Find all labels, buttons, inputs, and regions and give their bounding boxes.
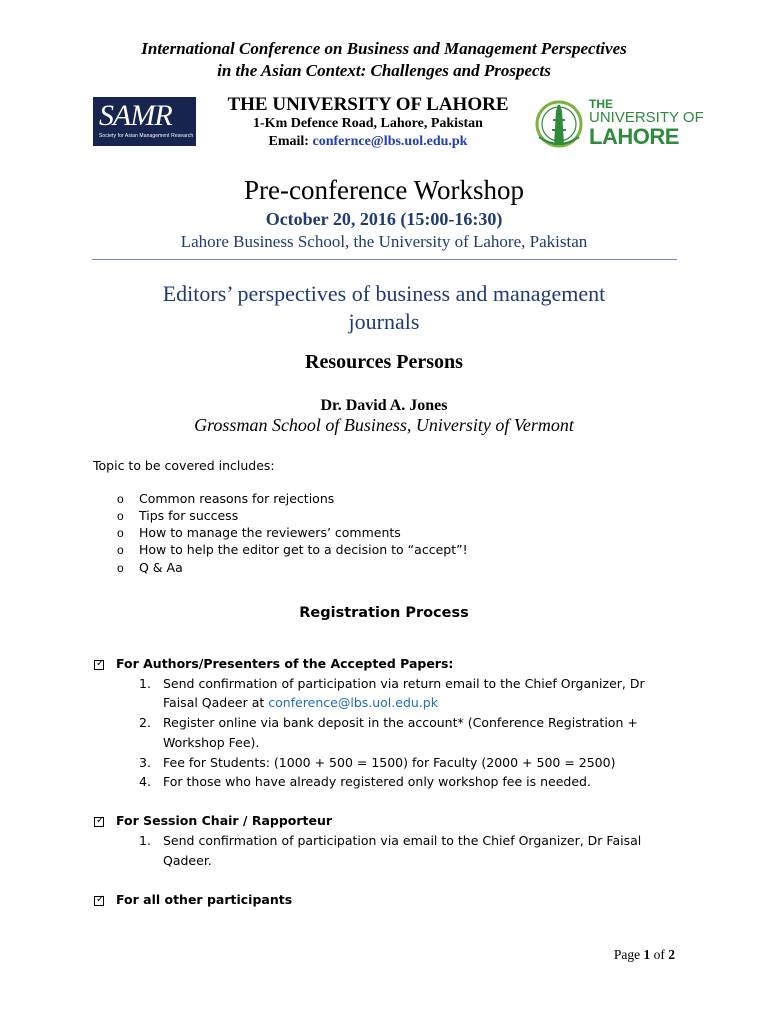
checkbox-icon: [94, 896, 104, 906]
checkbox-icon: [94, 817, 104, 827]
bullet-icon: o: [117, 561, 124, 575]
page-label: Page: [613, 947, 644, 962]
workshop-heading: Pre-conference Workshop: [244, 175, 524, 205]
resource-person-name: Dr. David A. Jones: [320, 397, 448, 414]
chair-section-heading: For Session Chair / Rapporteur: [116, 813, 333, 828]
list-number: 1.: [139, 833, 151, 848]
topic-item: Tips for success: [139, 508, 239, 523]
authors-item1-line2-text: Faisal Qadeer at: [163, 695, 269, 710]
samr-logo: [93, 97, 196, 146]
university-of-lahore-logo: [531, 97, 706, 151]
bullet-icon: o: [117, 509, 124, 523]
email-label: Email:: [268, 134, 313, 149]
bullet-icon: o: [117, 543, 124, 557]
conference-title-line2: in the Asian Context: Challenges and Prospects: [217, 61, 551, 80]
university-address: 1-Km Defence Road, Lahore, Pakistan: [253, 116, 483, 131]
authors-item2-line1: Register online via bank deposit in the account* (Conference Registration +: [163, 715, 638, 730]
conference-title-line1: International Conference on Business and Management Perspectives: [141, 39, 627, 58]
resource-person-affiliation: Grossman School of Business, University of Vermont: [194, 415, 574, 435]
chair-item1-line1: Send confirmation of participation via email to the Chief Organizer, Dr Faisal: [163, 833, 642, 848]
topic-item: Common reasons for rejections: [139, 491, 335, 506]
list-number: 2.: [139, 715, 151, 730]
others-section-heading: For all other participants: [116, 892, 293, 907]
chair-item1-line2: Qadeer.: [163, 853, 212, 868]
resources-heading: Resources Persons: [305, 351, 463, 373]
topic-item: How to manage the reviewers’ comments: [139, 525, 401, 540]
bullet-icon: o: [117, 492, 124, 506]
topic-item: How to help the editor get to a decision to “accept”!: [139, 542, 468, 557]
minar-emblem-icon: [531, 97, 587, 151]
workshop-venue: Lahore Business School, the University of Lahore, Pakistan: [180, 232, 588, 251]
topic-item: Q & Aa: [139, 560, 183, 575]
samr-logo-mark: SAMR: [99, 99, 172, 132]
authors-item4: For those who have already registered only workshop fee is needed.: [163, 774, 591, 789]
uol-logo-the: THE: [589, 97, 613, 111]
workshop-date: October 20, 2016 (15:00-16:30): [265, 209, 503, 229]
samr-logo-subtitle: Society for Asian Management Research: [99, 133, 194, 139]
page-current: 1: [643, 947, 651, 962]
topics-intro: Topic to be covered includes:: [93, 458, 275, 473]
header-divider: [92, 259, 677, 260]
list-number: 3.: [139, 755, 151, 770]
authors-item1-line2: [163, 695, 438, 710]
page-total: 2: [668, 947, 675, 962]
authors-item2-line2: Workshop Fee).: [163, 735, 260, 750]
registration-heading: Registration Process: [299, 605, 469, 621]
university-email-link[interactable]: confernce@lbs.uol.edu.pk: [312, 134, 468, 149]
university-name: THE UNIVERSITY OF LAHORE: [227, 94, 509, 115]
university-email-line: [196, 134, 540, 150]
bullet-icon: o: [117, 526, 124, 540]
conference-email-link[interactable]: conference@lbs.uol.edu.pk: [268, 695, 438, 710]
authors-section-heading: For Authors/Presenters of the Accepted Papers:: [116, 656, 454, 671]
uol-logo-lahore: LAHORE: [589, 124, 679, 149]
authors-item3: Fee for Students: (1000 + 500 = 1500) for Faculty (2000 + 500 = 2500): [163, 755, 616, 770]
uol-logo-university: UNIVERSITY OF: [589, 109, 704, 126]
list-number: 4.: [139, 774, 151, 789]
checkbox-icon: [94, 660, 104, 670]
workshop-theme-line1: Editors’ perspectives of business and management: [162, 281, 606, 306]
page-number: [614, 947, 675, 963]
list-number: 1.: [139, 676, 151, 691]
page-of-label: of: [650, 947, 669, 962]
workshop-theme-line2: journals: [348, 309, 420, 334]
authors-item1-line1: Send confirmation of participation via return email to the Chief Organizer, Dr: [163, 676, 645, 691]
